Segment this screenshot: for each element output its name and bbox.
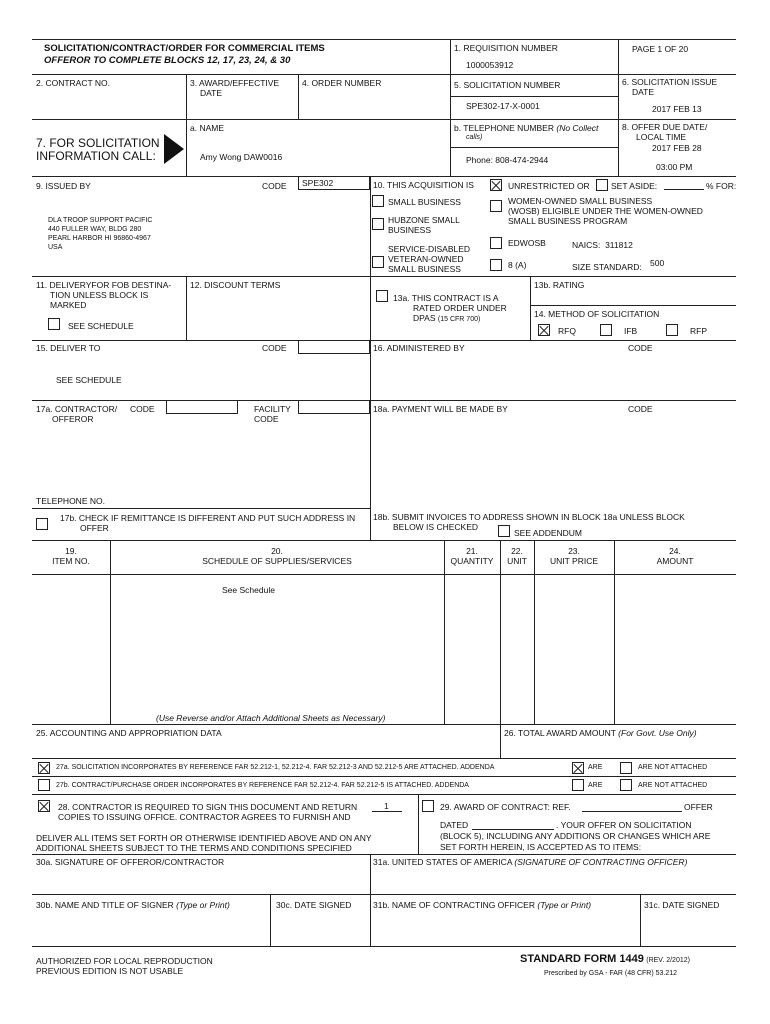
- award-date-label: 3. AWARD/EFFECTIVE: [190, 78, 280, 88]
- rule: [32, 39, 736, 40]
- deliver-to-value: SEE SCHEDULE: [56, 375, 122, 385]
- col-amount-header: AMOUNT: [656, 556, 694, 566]
- remittance-label-2: OFFER: [80, 523, 109, 533]
- rfq-checkbox[interactable]: [538, 324, 550, 336]
- footer-previous-edition: PREVIOUS EDITION IS NOT USABLE: [36, 966, 184, 976]
- info-call-label: 7. FOR SOLICITATION: [36, 136, 160, 150]
- requisition-number: 1000053912: [466, 60, 514, 70]
- award-checkbox[interactable]: [422, 800, 434, 812]
- clause-27a-checkbox[interactable]: [38, 762, 50, 774]
- rule: [500, 540, 501, 758]
- award-ref-line[interactable]: [582, 811, 682, 812]
- block28-line1: 28. CONTRACTOR IS REQUIRED TO SIGN THIS DOCUMENT AND RETURN: [58, 802, 358, 812]
- solicitation-number-label: 5. SOLICITATION NUMBER: [454, 80, 561, 90]
- 27b-are-checkbox[interactable]: [572, 779, 584, 791]
- rule: [270, 894, 271, 946]
- block28-line4: ADDITIONAL SHEETS SUBJECT TO THE TERMS AND CONDITIONS SPECIFIED: [36, 843, 352, 853]
- issue-date: 2017 FEB 13: [652, 104, 702, 114]
- rated-order-label-3: DPAS (15 CFR 700): [413, 313, 481, 323]
- offer-due-date: 2017 FEB 28: [652, 143, 702, 153]
- deliver-to-code-label: CODE: [262, 343, 287, 353]
- rule: [640, 894, 641, 946]
- footer-reproduction: AUTHORIZED FOR LOCAL REPRODUCTION: [36, 956, 213, 966]
- rule: [450, 96, 618, 97]
- contractor-code-box[interactable]: [166, 400, 238, 414]
- administered-by-code-label: CODE: [628, 343, 653, 353]
- contract-no-label: 2. CONTRACT NO.: [36, 78, 110, 88]
- copies-value: 1: [384, 801, 389, 811]
- payment-label: 18a. PAYMENT WILL BE MADE BY: [373, 404, 508, 414]
- block28-line2: COPIES TO ISSUING OFFICE. CONTRACTOR AGREES TO FURNISH AND: [58, 812, 351, 822]
- hubzone-checkbox[interactable]: [372, 218, 384, 230]
- issuer-address-line: PEARL HARBOR HI 96860-4967: [48, 235, 151, 242]
- clause-27a-text: 27a. SOLICITATION INCORPORATES BY REFERENCE FAR 52.212-1, 52.212-4. FAR 52.212-3 AND 52.212-5 ARE ATTACHED. ADDENDA: [56, 764, 495, 771]
- schedule-see-schedule: See Schedule: [222, 585, 275, 595]
- form-subtitle: OFFEROR TO COMPLETE BLOCKS 12, 17, 23, 24, & 30: [44, 55, 291, 66]
- wosb-label-2: (WOSB) ELIGIBLE UNDER THE WOMEN-OWNED: [508, 206, 703, 216]
- col-unit-header: UNIT: [507, 556, 527, 566]
- set-aside-label: SET ASIDE:: [611, 181, 658, 191]
- delivery-fob-label-2: TION UNLESS BLOCK IS: [50, 290, 149, 300]
- rule: [32, 176, 736, 177]
- percent-for-label: % FOR:: [706, 181, 737, 191]
- rule: [186, 276, 187, 340]
- usa-signature-label: 31a. UNITED STATES OF AMERICA (SIGNATURE OF CONTRACTING OFFICER): [373, 857, 688, 867]
- issue-date-label: 6. SOLICITATION ISSUE: [622, 77, 718, 87]
- issued-by-code-label: CODE: [262, 181, 287, 191]
- invoice-label-2: BELOW IS CHECKED: [393, 522, 479, 532]
- rule: [110, 540, 111, 724]
- requisition-label: 1. REQUISITION NUMBER: [454, 43, 558, 53]
- small-business-checkbox[interactable]: [372, 195, 384, 207]
- rule: [32, 508, 370, 509]
- invoice-label: 18b. SUBMIT INVOICES TO ADDRESS SHOWN IN BLOCK 18a UNLESS BLOCK: [373, 512, 685, 522]
- col-quantity-number: 21.: [466, 546, 478, 556]
- rule: [32, 74, 736, 75]
- offer-due-label: 8. OFFER DUE DATE/: [622, 122, 708, 132]
- eight-a-checkbox[interactable]: [490, 259, 502, 271]
- rfq-label: RFQ: [558, 326, 576, 336]
- ifb-label: IFB: [624, 326, 638, 336]
- issue-date-label-2: DATE: [632, 87, 655, 97]
- facility-code-box[interactable]: [298, 400, 370, 414]
- rule: [186, 74, 187, 176]
- rule: [32, 340, 736, 341]
- set-aside-percent-line[interactable]: [664, 189, 704, 190]
- rated-order-label-2: RATED ORDER UNDER: [413, 303, 507, 313]
- issuer-address-line: USA: [48, 244, 63, 251]
- small-business-label: SMALL BUSINESS: [388, 197, 461, 207]
- discount-terms-label: 12. DISCOUNT TERMS: [190, 280, 281, 290]
- form-title: SOLICITATION/CONTRACT/ORDER FOR COMMERCIAL ITEMS: [44, 43, 325, 54]
- rfp-checkbox[interactable]: [666, 324, 678, 336]
- contact-name-label: a. NAME: [190, 123, 225, 133]
- offer-due-label-2: LOCAL TIME: [636, 132, 687, 142]
- naics: NAICS: 311812: [572, 240, 633, 250]
- sdvosb-label-3: SMALL BUSINESS: [388, 264, 461, 274]
- see-addendum-checkbox[interactable]: [498, 525, 510, 537]
- rating-label: 13b. RATING: [534, 280, 585, 290]
- award-date-line[interactable]: [472, 829, 554, 830]
- acquisition-label: 10. THIS ACQUISITION IS: [373, 180, 474, 190]
- method-label: 14. METHOD OF SOLICITATION: [534, 309, 660, 319]
- rule: [450, 147, 618, 148]
- hubzone-label: HUBZONE SMALL: [388, 215, 460, 225]
- size-standard-label: SIZE STANDARD:: [572, 262, 642, 272]
- 27a-are-checkbox[interactable]: [572, 762, 584, 774]
- issuer-address-line: DLA TROOP SUPPORT PACIFIC: [48, 217, 153, 224]
- rule: [32, 724, 736, 725]
- delivery-fob-label: 11. DELIVERYFOR FOB DESTINA-: [36, 280, 172, 290]
- clause-27b-text: 27b. CONTRACT/PURCHASE ORDER INCORPORATES BY REFERENCE FAR 52.212-4. FAR 52.212-5 IS ATTACHED. ADDENDA: [56, 782, 469, 789]
- wosb-checkbox[interactable]: [490, 200, 502, 212]
- rule: [32, 794, 736, 795]
- rule: [32, 854, 736, 855]
- award-label: 29. AWARD OF CONTRACT: REF.: [440, 802, 571, 812]
- block28-line3: DELIVER ALL ITEMS SET FORTH OR OTHERWISE IDENTIFIED ABOVE AND ON ANY: [36, 833, 372, 843]
- info-call-label-2: INFORMATION CALL:: [36, 149, 156, 163]
- total-award-label: 26. TOTAL AWARD AMOUNT (For Govt. Use Only): [504, 728, 697, 738]
- award-dated-label: DATED: [440, 820, 469, 830]
- administered-by-label: 16. ADMINISTERED BY: [373, 343, 465, 353]
- award-offer-label: OFFER: [684, 802, 713, 812]
- unrestricted-checkbox[interactable]: [490, 179, 502, 191]
- rule: [370, 854, 371, 946]
- form-name: STANDARD FORM 1449 (REV. 2/2012): [520, 953, 690, 965]
- rule: [370, 176, 371, 541]
- edwosb-checkbox[interactable]: [490, 237, 502, 249]
- col-schedule-number: 20.: [271, 546, 283, 556]
- award-line4: (BLOCK 5), INCLUDING ANY ADDITIONS OR CHANGES WHICH ARE: [440, 831, 711, 841]
- co-date-label: 31c. DATE SIGNED: [644, 900, 720, 910]
- issued-by-code: SPE302: [302, 178, 334, 188]
- col-unit-number: 22.: [511, 546, 523, 556]
- award-line3: . YOUR OFFER ON SOLICITATION: [556, 820, 692, 830]
- col-amount-number: 24.: [669, 546, 681, 556]
- 27a-are-label: ARE: [588, 764, 603, 771]
- rule: [530, 305, 736, 306]
- see-addendum-label: SEE ADDENDUM: [514, 528, 583, 538]
- co-name-label: 31b. NAME OF CONTRACTING OFFICER (Type or Print): [373, 900, 592, 910]
- contractor-label: 17a. CONTRACTOR/: [36, 404, 118, 414]
- clause-27b-checkbox[interactable]: [38, 779, 50, 791]
- schedule-note: (Use Reverse and/or Attach Additional Sheets as Necessary): [156, 713, 386, 723]
- rule: [32, 946, 736, 947]
- rule: [32, 776, 736, 777]
- telephone-no-label: TELEPHONE NO.: [36, 496, 105, 506]
- eight-a-label: 8 (A): [508, 260, 527, 270]
- deliver-to-code-box[interactable]: [298, 340, 370, 354]
- contractor-code-label: CODE: [130, 404, 155, 414]
- hubzone-label-2: BUSINESS: [388, 225, 431, 235]
- remittance-checkbox[interactable]: [36, 518, 48, 530]
- sdvosb-label-2: VETERAN-OWNED: [388, 254, 464, 264]
- sdvosb-label: SERVICE-DISABLED: [388, 244, 471, 254]
- telephone-note: calls): [466, 134, 483, 141]
- col-item-no-number: 19.: [65, 546, 77, 556]
- rated-order-checkbox[interactable]: [376, 290, 388, 302]
- set-aside-checkbox[interactable]: [596, 179, 608, 191]
- remittance-label: 17b. CHECK IF REMITTANCE IS DIFFERENT AND PUT SUCH ADDRESS IN: [60, 513, 356, 523]
- size-standard: 500: [650, 258, 665, 268]
- order-number-label: 4. ORDER NUMBER: [302, 78, 382, 88]
- rule: [298, 74, 299, 119]
- fob-see-schedule-checkbox[interactable]: [48, 318, 60, 330]
- award-date-label-2: DATE: [200, 88, 223, 98]
- unrestricted-label: UNRESTRICTED OR: [508, 181, 590, 191]
- fob-see-schedule-label: SEE SCHEDULE: [68, 321, 134, 331]
- contractor-sign-checkbox[interactable]: [38, 800, 50, 812]
- rule: [618, 39, 619, 176]
- deliver-to-label: 15. DELIVER TO: [36, 343, 101, 353]
- rule: [32, 119, 736, 120]
- telephone-number: Phone: 808-474-2944: [466, 155, 549, 165]
- signer-date-label: 30c. DATE SIGNED: [276, 900, 352, 910]
- offer-due-time: 03:00 PM: [656, 162, 693, 172]
- offeror-signature-label: 30a. SIGNATURE OF OFFEROR/CONTRACTOR: [36, 857, 225, 867]
- copies-field-line[interactable]: [372, 811, 402, 812]
- contractor-label-2: OFFEROR: [52, 414, 94, 424]
- issued-by-label: 9. ISSUED BY: [36, 181, 91, 191]
- col-schedule-header: SCHEDULE OF SUPPLIES/SERVICES: [202, 556, 352, 566]
- wosb-label-3: SMALL BUSINESS PROGRAM: [508, 216, 628, 226]
- contact-name: Amy Wong DAW0016: [200, 152, 283, 162]
- rfp-label: RFP: [690, 326, 707, 336]
- ifb-checkbox[interactable]: [600, 324, 612, 336]
- sdvosb-checkbox[interactable]: [372, 256, 384, 268]
- delivery-fob-label-3: MARKED: [50, 300, 87, 310]
- 27b-are-not-label: ARE NOT ATTACHED: [638, 782, 708, 789]
- rule: [444, 540, 445, 724]
- 27a-are-not-checkbox[interactable]: [620, 762, 632, 774]
- rule: [32, 758, 736, 759]
- 27b-are-not-checkbox[interactable]: [620, 779, 632, 791]
- signer-name-label: 30b. NAME AND TITLE OF SIGNER (Type or Print): [36, 900, 230, 910]
- award-line5: SET FORTH HEREIN, IS ACCEPTED AS TO ITEMS:: [440, 842, 642, 852]
- form-prescribed: Prescribed by GSA - FAR (48 CFR) 53.212: [544, 970, 678, 977]
- rule: [32, 574, 736, 575]
- pointer-arrow-icon: [164, 134, 184, 164]
- payment-code-label: CODE: [628, 404, 653, 414]
- col-unit-price-header: UNIT PRICE: [549, 556, 599, 566]
- edwosb-label: EDWOSB: [508, 238, 546, 248]
- accounting-label: 25. ACCOUNTING AND APPROPRIATION DATA: [36, 728, 222, 738]
- rule: [534, 540, 535, 724]
- issuer-address-line: 440 FULLER WAY, BLDG 280: [48, 226, 142, 233]
- rule: [32, 276, 736, 277]
- telephone-label: b. TELEPHONE NUMBER (No Collect: [454, 123, 599, 133]
- 27b-are-label: ARE: [588, 782, 603, 789]
- rule: [32, 894, 736, 895]
- rule: [32, 400, 736, 401]
- col-unit-price-number: 23.: [568, 546, 580, 556]
- 27a-are-not-label: ARE NOT ATTACHED: [638, 764, 708, 771]
- rule: [530, 276, 531, 340]
- col-item-no-header: ITEM NO.: [52, 556, 90, 566]
- rule: [32, 540, 736, 541]
- rated-order-label: 13a. THIS CONTRACT IS A: [393, 293, 499, 303]
- rule: [450, 39, 451, 176]
- rule: [614, 540, 615, 724]
- solicitation-number: SPE302-17-X-0001: [466, 101, 540, 111]
- facility-code-label-2: CODE: [254, 414, 279, 424]
- page-count: PAGE 1 OF 20: [632, 44, 689, 54]
- wosb-label: WOMEN-OWNED SMALL BUSINESS: [508, 196, 653, 206]
- facility-code-label: FACILITY: [254, 404, 291, 414]
- col-quantity-header: QUANTITY: [450, 556, 494, 566]
- rule: [418, 794, 419, 854]
